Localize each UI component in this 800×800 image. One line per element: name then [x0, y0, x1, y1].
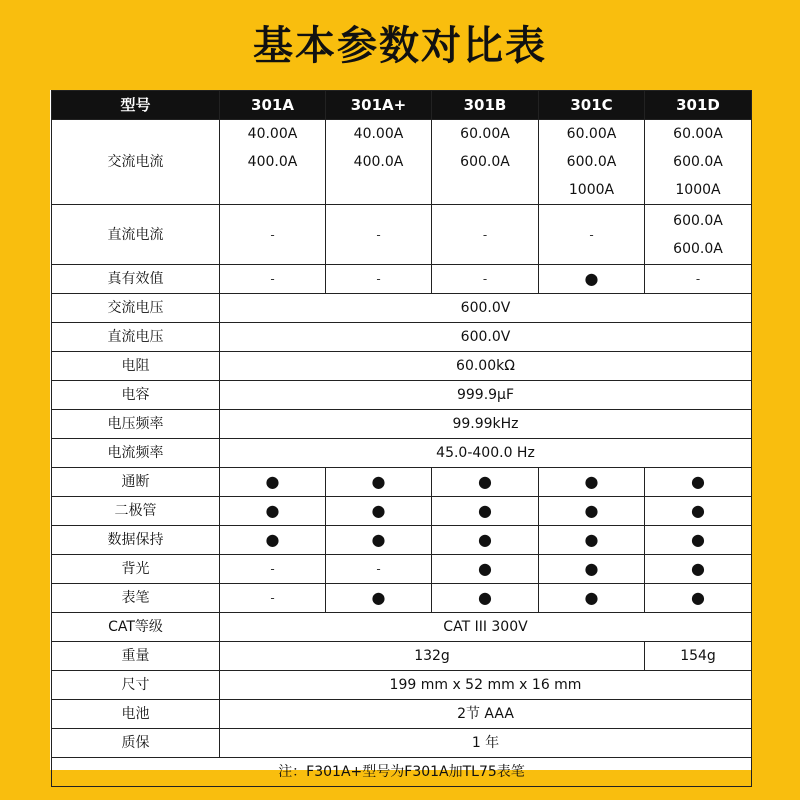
- cell-301a-plus: ●: [326, 584, 432, 613]
- row-label: 背光: [52, 555, 220, 584]
- row-size: [52, 671, 752, 700]
- cell-301c: ●: [539, 526, 645, 555]
- cell-301a-plus: ●: [326, 468, 432, 497]
- cell-301c: 60.00A 600.0A 1000A: [539, 120, 645, 205]
- row-weight: [52, 642, 752, 671]
- spec-table-panel: [50, 90, 752, 780]
- cell-301a: 40.00A 400.0A: [220, 120, 326, 205]
- row-continuity: [52, 468, 752, 497]
- header-301d: 301D: [645, 91, 752, 120]
- spec-table: [51, 90, 752, 787]
- header-301b: 301B: [432, 91, 539, 120]
- row-ac-current: [52, 120, 752, 205]
- cell-301c: ●: [539, 468, 645, 497]
- cell-301d: ●: [645, 584, 752, 613]
- row-label: 数据保持: [52, 526, 220, 555]
- cell-301a: ●: [220, 526, 326, 555]
- cell-301d: ●: [645, 497, 752, 526]
- row-value: 45.0-400.0 Hz: [220, 439, 752, 468]
- cell-301a-plus: -: [326, 555, 432, 584]
- row-data-hold: [52, 526, 752, 555]
- cell-301a: -: [220, 205, 326, 265]
- header-301a: 301A: [220, 91, 326, 120]
- row-value: 99.99kHz: [220, 410, 752, 439]
- row-label: 重量: [52, 642, 220, 671]
- cell-301c: ●: [539, 265, 645, 294]
- footnote: 注：F301A+型号为F301A加TL75表笔: [52, 758, 752, 787]
- row-label: 质保: [52, 729, 220, 758]
- cell-301a-plus: 40.00A 400.0A: [326, 120, 432, 205]
- row-value: 1 年: [220, 729, 752, 758]
- cell-301a-plus: ●: [326, 526, 432, 555]
- cell-301a-plus: ●: [326, 497, 432, 526]
- header-301a-plus: 301A+: [326, 91, 432, 120]
- row-label: 电压频率: [52, 410, 220, 439]
- cell-301a: -: [220, 555, 326, 584]
- row-value-weight-301d: 154g: [645, 642, 752, 671]
- row-capacitance: [52, 381, 752, 410]
- cell-301a-plus: -: [326, 265, 432, 294]
- row-value: CAT III 300V: [220, 613, 752, 642]
- row-value: 199 mm x 52 mm x 16 mm: [220, 671, 752, 700]
- row-value: 2节 AAA: [220, 700, 752, 729]
- cell-301d: 600.0A 600.0A: [645, 205, 752, 265]
- row-label: 二极管: [52, 497, 220, 526]
- cell-301c: ●: [539, 497, 645, 526]
- cell-301a: -: [220, 265, 326, 294]
- row-label: 真有效值: [52, 265, 220, 294]
- cell-301d: 60.00A 600.0A 1000A: [645, 120, 752, 205]
- cell-301b: 60.00A 600.0A: [432, 120, 539, 205]
- cell-301b: -: [432, 265, 539, 294]
- cell-301a-plus: -: [326, 205, 432, 265]
- header-model: 型号: [52, 91, 220, 120]
- row-value: 600.0V: [220, 323, 752, 352]
- row-warranty: [52, 729, 752, 758]
- row-label: 尺寸: [52, 671, 220, 700]
- row-label: 直流电压: [52, 323, 220, 352]
- row-label: 电流频率: [52, 439, 220, 468]
- row-label: 电阻: [52, 352, 220, 381]
- cell-301d: ●: [645, 526, 752, 555]
- header-301c: 301C: [539, 91, 645, 120]
- row-voltage-frequency: [52, 410, 752, 439]
- cell-301c: ●: [539, 584, 645, 613]
- cell-301d: -: [645, 265, 752, 294]
- row-current-frequency: [52, 439, 752, 468]
- row-note: [52, 758, 752, 787]
- row-ac-voltage: [52, 294, 752, 323]
- cell-301b: ●: [432, 468, 539, 497]
- row-label: 交流电流: [52, 120, 220, 205]
- row-value: 999.9μF: [220, 381, 752, 410]
- cell-301a: ●: [220, 468, 326, 497]
- row-label: 表笔: [52, 584, 220, 613]
- row-label: 电池: [52, 700, 220, 729]
- cell-301d: ●: [645, 555, 752, 584]
- row-label: CAT等级: [52, 613, 220, 642]
- cell-301b: ●: [432, 526, 539, 555]
- row-label: 通断: [52, 468, 220, 497]
- cell-301a: -: [220, 584, 326, 613]
- cell-301b: ●: [432, 497, 539, 526]
- cell-301b: -: [432, 205, 539, 265]
- row-battery: [52, 700, 752, 729]
- row-dc-voltage: [52, 323, 752, 352]
- row-dc-current: [52, 205, 752, 265]
- page-title: 基本参数对比表: [253, 23, 547, 69]
- cell-301c: ●: [539, 555, 645, 584]
- row-cat-rating: [52, 613, 752, 642]
- row-label: 交流电压: [52, 294, 220, 323]
- cell-301b: ●: [432, 584, 539, 613]
- row-resistance: [52, 352, 752, 381]
- cell-301c: -: [539, 205, 645, 265]
- row-label: 电容: [52, 381, 220, 410]
- row-true-rms: [52, 265, 752, 294]
- cell-301b: ●: [432, 555, 539, 584]
- row-test-leads: [52, 584, 752, 613]
- cell-301d: ●: [645, 468, 752, 497]
- row-value-weight-main: 132g: [220, 642, 645, 671]
- row-value: 600.0V: [220, 294, 752, 323]
- row-diode: [52, 497, 752, 526]
- cell-301a: ●: [220, 497, 326, 526]
- header-row: [52, 91, 752, 120]
- row-backlight: [52, 555, 752, 584]
- row-value: 60.00kΩ: [220, 352, 752, 381]
- row-label: 直流电流: [52, 205, 220, 265]
